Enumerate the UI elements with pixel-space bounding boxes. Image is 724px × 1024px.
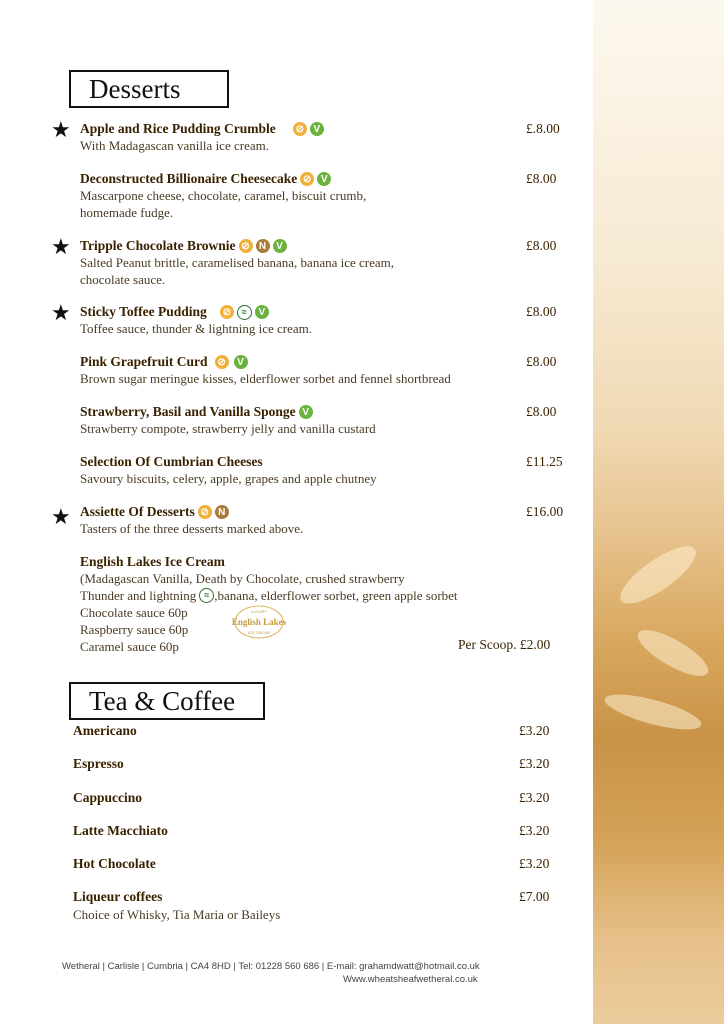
drink-name: Americano <box>73 723 137 738</box>
item-description: With Madagascan vanilla ice cream. <box>80 138 269 153</box>
svg-text:English Lakes: English Lakes <box>231 617 287 627</box>
svg-text:LUXURY: LUXURY <box>250 609 268 614</box>
menu-item <box>80 121 570 154</box>
item-price: £8.00 <box>526 238 557 253</box>
per-scoop-price: Per Scoop. £2.00 <box>458 637 551 652</box>
drink-name: Latte Macchiato <box>73 823 168 838</box>
sauce-option: Caramel sauce 60p <box>80 639 179 654</box>
gluten-free-icon: ⊘ <box>220 305 234 319</box>
vegetarian-icon: V <box>299 405 313 419</box>
vegetarian-icon: V <box>310 122 324 136</box>
vegetarian-icon: V <box>273 239 287 253</box>
item-price: £8.00 <box>526 404 557 419</box>
item-price: £8.00 <box>526 354 557 369</box>
english-lakes-logo <box>229 604 289 640</box>
item-price: £8.00 <box>526 171 557 186</box>
gluten-free-icon: ⊘ <box>293 122 307 136</box>
item-description: Toffee sauce, thunder & lightning ice cream. <box>80 321 313 336</box>
lakes-ice-cream-icon: ≈ <box>199 588 214 603</box>
item-description: Strawberry compote, strawberry jelly and vanilla custard <box>80 421 376 436</box>
menu-item <box>80 404 570 437</box>
item-description: Mascarpone cheese, chocolate, caramel, biscuit crumb, <box>80 188 367 203</box>
drink-name: Liqueur coffees <box>73 889 163 904</box>
menu-item <box>80 171 570 221</box>
item-name: Assiette Of Desserts <box>80 504 195 519</box>
lakes-ice-cream-icon: ≈ <box>237 305 252 320</box>
item-description: Salted Peanut brittle, caramelised banana, banana ice cream, <box>80 255 395 270</box>
menu-item <box>80 304 570 337</box>
item-name: Sticky Toffee Pudding <box>80 304 207 319</box>
tea-coffee-heading: Tea & Coffee <box>69 682 265 720</box>
drink-price: £7.00 <box>519 889 550 904</box>
item-description: Brown sugar meringue kisses, elderflower sorbet and fennel shortbread <box>80 371 451 386</box>
item-price: £.8.00 <box>526 121 560 136</box>
gluten-free-icon: ⊘ <box>198 505 212 519</box>
footer-website[interactable]: Www.wheatsheafwetheral.co.uk <box>343 974 478 985</box>
vegetarian-icon: V <box>255 305 269 319</box>
drink-price: £3.20 <box>519 756 550 771</box>
drink-name: Cappuccino <box>73 790 143 805</box>
menu-item <box>80 354 570 387</box>
footer-address: Wetheral | Carlisle | Cumbria | CA4 8HD | Tel: 01228 560 686 | E-mail: grahamdwatt@hotmail.co.uk <box>62 961 480 972</box>
vegetarian-icon: V <box>234 355 248 369</box>
ice-cream-flavour: ,banana, elderflower sorbet, green apple sorbet <box>214 588 458 603</box>
item-price: £8.00 <box>526 304 557 319</box>
star-icon: ★ <box>51 234 71 259</box>
drink-name: Espresso <box>73 756 124 771</box>
nuts-icon: N <box>256 239 270 253</box>
menu-item <box>80 238 570 288</box>
star-icon: ★ <box>51 300 71 325</box>
sauce-option: Raspberry sauce 60p <box>80 622 189 637</box>
vegetarian-icon: V <box>317 172 331 186</box>
drink-price: £3.20 <box>519 823 550 838</box>
sauce-option: Chocolate sauce 60p <box>80 605 188 620</box>
svg-text:ICE CREAM: ICE CREAM <box>247 630 271 635</box>
ice-cream-flavour: Thunder and lightning <box>80 588 197 603</box>
item-name: Deconstructed Billionaire Cheesecake <box>80 171 298 186</box>
drink-price: £3.20 <box>519 856 550 871</box>
drink-description: Choice of Whisky, Tia Maria or Baileys <box>73 907 281 922</box>
item-name: Strawberry, Basil and Vanilla Sponge <box>80 404 296 419</box>
gluten-free-icon: ⊘ <box>300 172 314 186</box>
nuts-icon: N <box>215 505 229 519</box>
item-name: Tripple Chocolate Brownie <box>80 238 236 253</box>
star-icon: ★ <box>51 504 71 529</box>
drink-price: £3.20 <box>519 790 550 805</box>
item-description: Savoury biscuits, celery, apple, grapes and apple chutney <box>80 471 377 486</box>
desserts-heading: Desserts <box>69 70 229 108</box>
ice-cream-flavours: (Madagascan Vanilla, Death by Chocolate, crushed strawberry <box>80 571 405 586</box>
item-description: Tasters of the three desserts marked above. <box>80 521 304 536</box>
item-description: chocolate sauce. <box>80 272 166 287</box>
drink-price: £3.20 <box>519 723 550 738</box>
item-name: Pink Grapefruit Curd <box>80 354 208 369</box>
wheat-background-image <box>593 0 724 1024</box>
menu-item <box>80 504 570 537</box>
item-description: homemade fudge. <box>80 205 174 220</box>
ice-cream-title: English Lakes Ice Cream <box>80 554 225 569</box>
item-name: Selection Of Cumbrian Cheeses <box>80 454 263 469</box>
star-icon: ★ <box>51 117 71 142</box>
gluten-free-icon: ⊘ <box>215 355 229 369</box>
item-price: £11.25 <box>526 454 563 469</box>
menu-item <box>80 454 570 487</box>
drink-name: Hot Chocolate <box>73 856 156 871</box>
gluten-free-icon: ⊘ <box>239 239 253 253</box>
item-price: £16.00 <box>526 504 564 519</box>
item-name: Apple and Rice Pudding Crumble <box>80 121 276 136</box>
